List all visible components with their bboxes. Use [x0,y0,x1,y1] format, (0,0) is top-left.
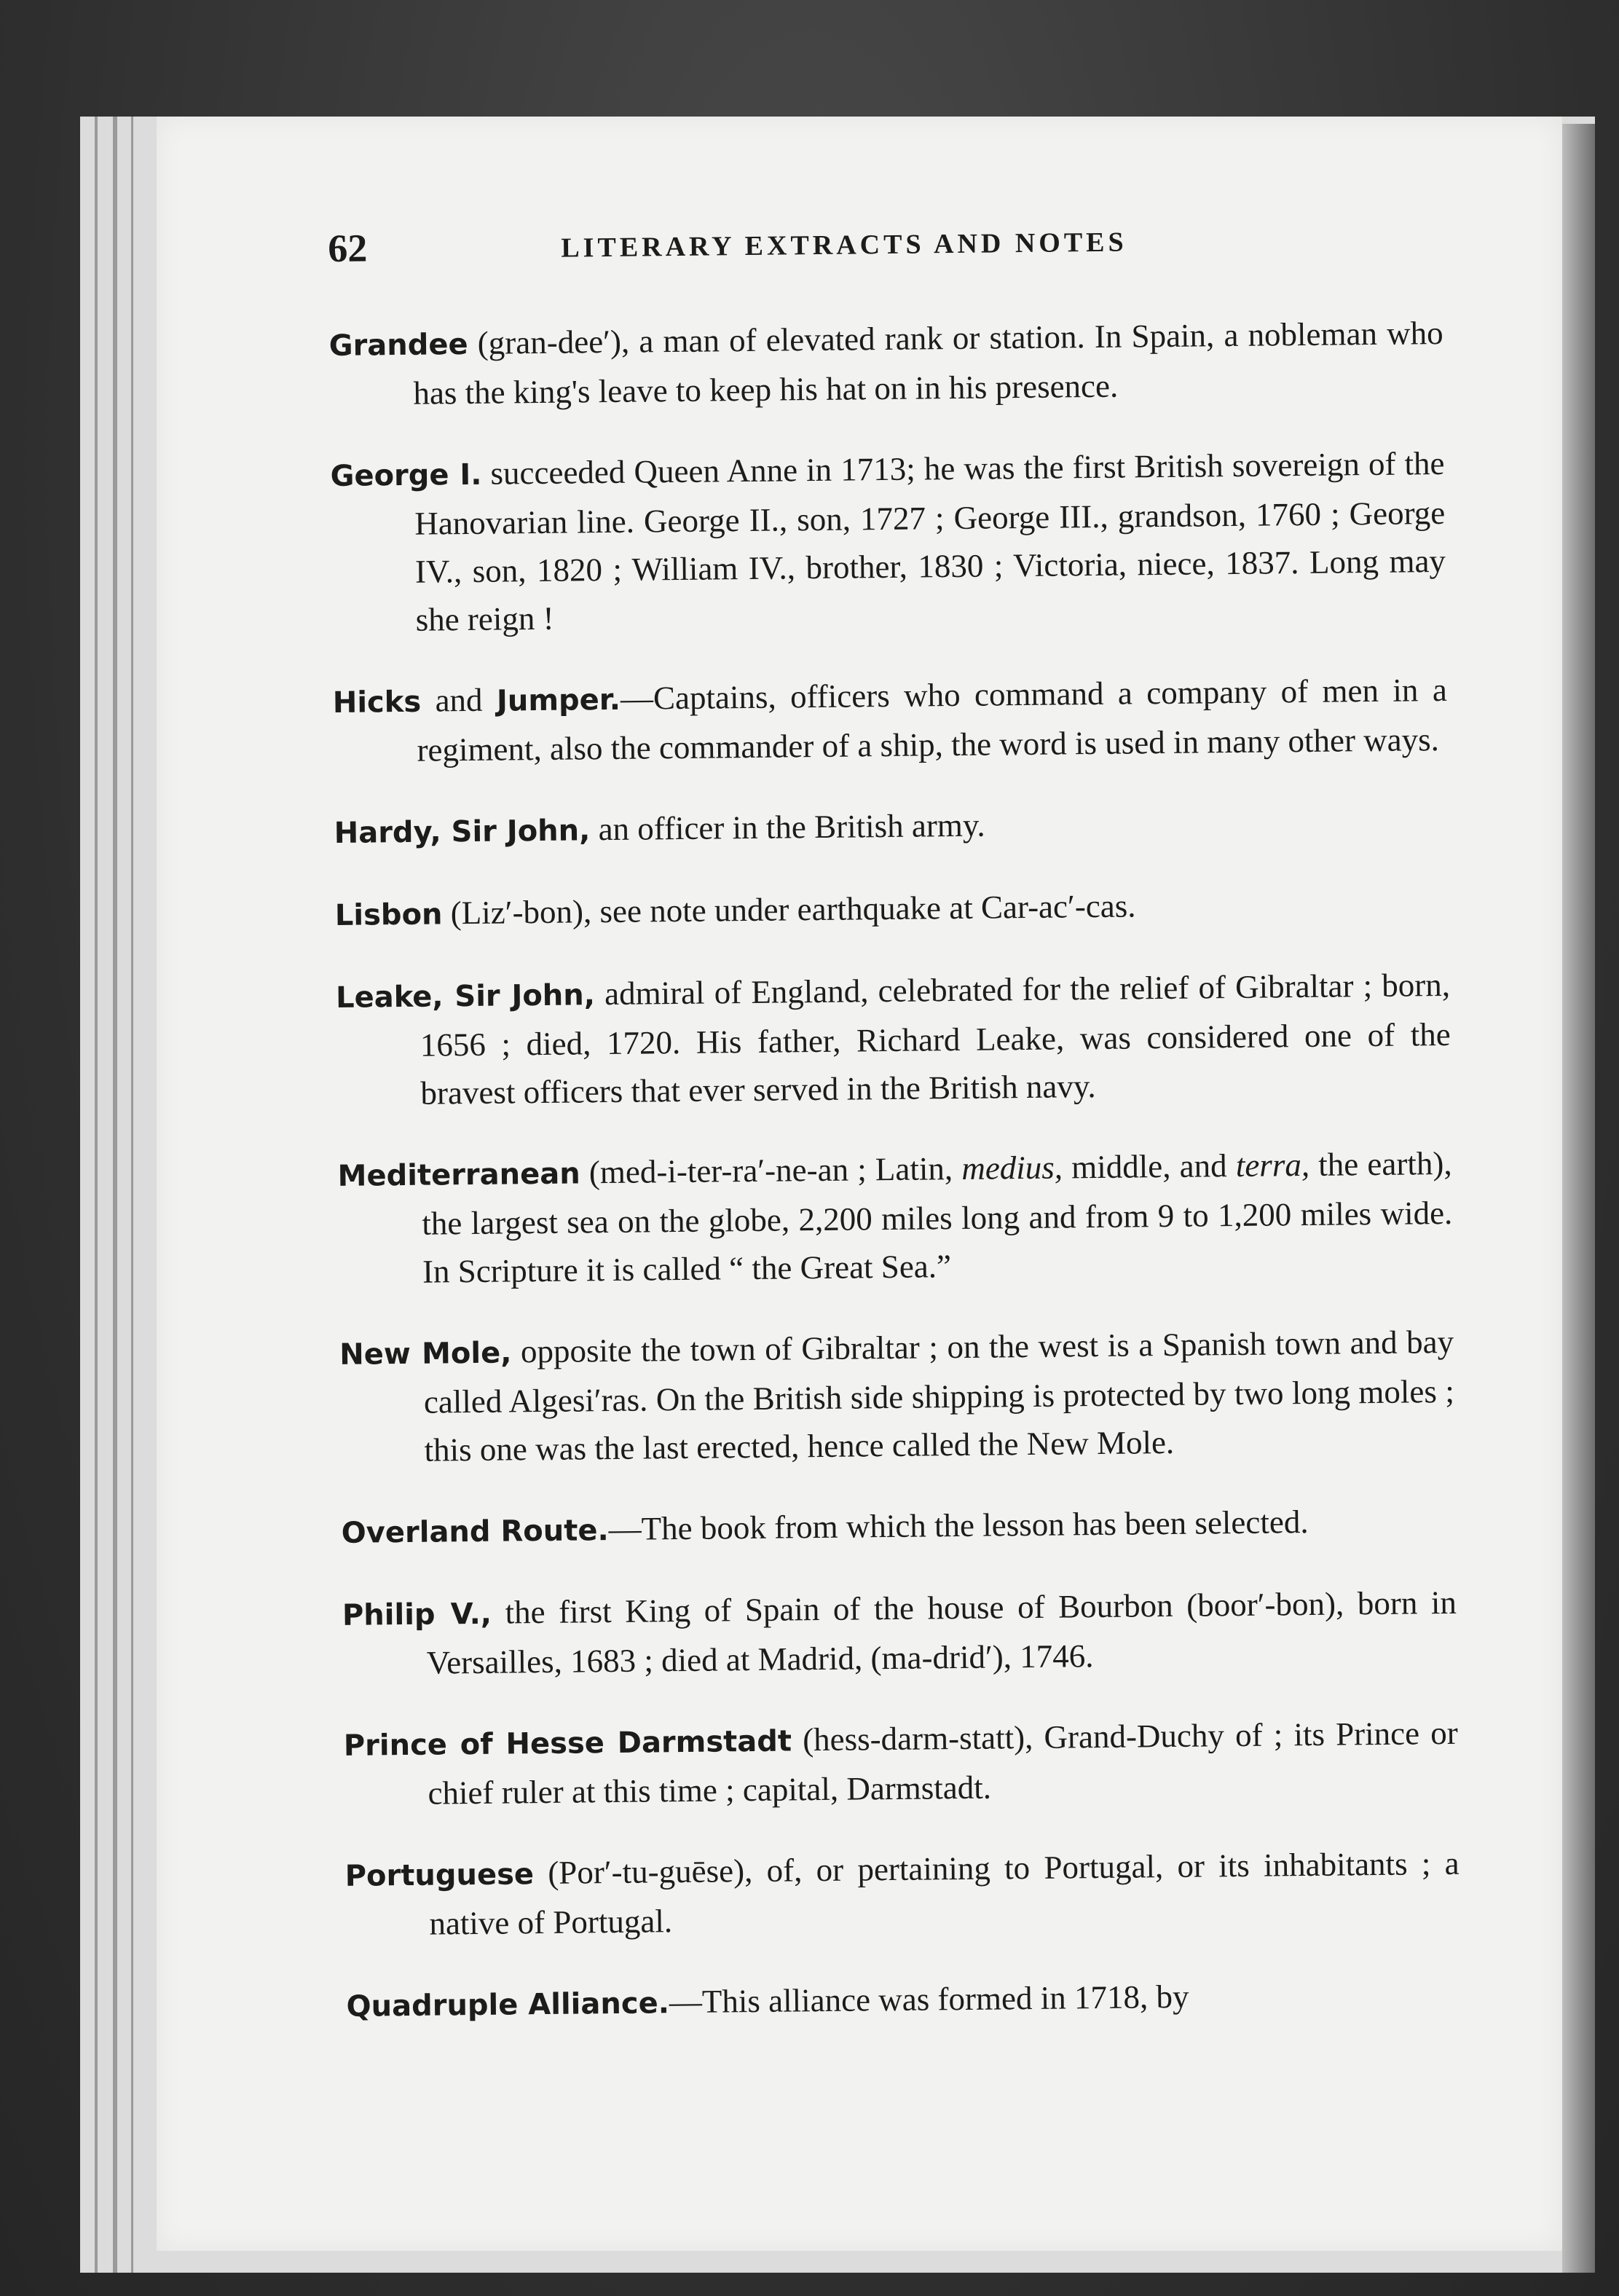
entry-text: middle, and [1062,1147,1237,1186]
entry-italic-word: medius, [961,1149,1063,1187]
glossary-entry-hicks-jumper [332,666,1447,775]
entry-term: Philip V., [342,1597,492,1632]
entry-text: (Liz′-bon), see note under earthquake at Car-ac′-cas. [442,887,1136,932]
entry-term: Leake, Sir John, [335,978,596,1015]
entry-text: an officer in the British army. [590,806,985,848]
page-edge-line [131,117,133,2273]
entry-term: Grandee [328,327,468,363]
entry-text: (gran-dee′), a man of elevated rank or station. In Spain, a nobleman who has the king's leave to keep his hat on in his presence. [413,314,1443,412]
glossary-entry-new-mole [339,1318,1455,1475]
entry-text: —This alliance was formed in 1718, by [669,1978,1189,2021]
glossary-entry-leake [336,961,1451,1118]
entry-term: Quadruple Alliance. [346,1986,670,2024]
entry-text: (Por′-tu-guēse), of, or pertaining to Portugal, or its inhabitants ; a native of Portugal. [429,1844,1460,1942]
page-right-shadow [1562,124,1595,2273]
entry-text: succeeded Queen Anne in 1713; he was the first British sovereign of the Hanovarian line. George II., son, 1727 ; George III., grandson, 1760 ; George IV., son, 1820 ; William IV., brother, 1830 ; Victoria, niece, 1837. Long may she reign ! [414,444,1446,638]
entry-text: opposite the town of Gibraltar ; on the west is a Spanish town and bay called Algesi′ras. On the British side shipping is protected by two long moles ; this one was the last erected, hence called the New Mole. [423,1323,1455,1469]
glossary-entry-portuguese [344,1839,1460,1949]
glossary-entry-grandee [328,309,1443,418]
page-number: 62 [328,226,368,270]
entry-term: George I. [330,457,482,493]
page-content [328,214,1461,2034]
page-header [328,214,1443,291]
entry-term: Prince of Hesse Darmstadt [343,1724,792,1763]
glossary-entry-hardy [334,796,1449,857]
page-edge-line [113,117,117,2273]
glossary-entry-mediterranean [337,1139,1453,1297]
entry-term: New Mole, [339,1336,512,1372]
entry-term-secondary: Jumper. [496,683,621,718]
entry-term: Mediterranean [337,1157,580,1193]
glossary-entry-lisbon [335,878,1450,940]
glossary-entry-prince-of-hesse [343,1709,1458,1818]
entry-text: admiral of England, celebrated for the relief of Gibraltar ; born, 1656 ; died, 1720. His father, Richard Leake, was considered one of the bravest officers that ever served in the British navy. [419,966,1451,1112]
glossary-entry-overland-route [341,1496,1456,1557]
entry-text: (med-i-ter-ra′-ne-an ; Latin, [580,1149,962,1191]
entry-term: Hardy, Sir John, [334,814,591,850]
entry-text: —Captains, officers who command a company of men in a regiment, also the commander of a ship, the word is used in many other ways. [417,671,1448,768]
glossary-entry-philip-v [342,1578,1457,1688]
entry-text: (hess-darm-statt), Grand-Duchy of ; its Prince or chief ruler at this time ; capital, Darmstadt. [428,1714,1459,1812]
glossary-entry-quadruple-alliance [346,1970,1461,2031]
running-head: LITERARY EXTRACTS AND NOTES [561,227,1127,264]
book-page [157,117,1562,2251]
entry-term: Overland Route. [341,1514,609,1550]
entry-text: the earth), the largest sea on the globe, 2,200 miles long and from 9 to 1,200 miles wide. In Scripture it is called “ the Great Sea.” [422,1144,1453,1290]
entry-term: Hicks [332,685,422,720]
entry-term: Portuguese [344,1857,535,1893]
entry-joiner: and [420,681,497,719]
page-edge-line [95,117,98,2273]
entry-text: —The book from which the lesson has been selected. [608,1503,1309,1548]
entry-italic-word: terra, [1235,1146,1310,1184]
entry-text: the first King of Spain of the house of Bourbon (boor′-bon), born in Versailles, 1683 ; died at Madrid, (ma-drid′), 1746. [426,1584,1457,1681]
glossary-entry-george-i [330,439,1446,645]
entry-term: Lisbon [334,897,443,932]
